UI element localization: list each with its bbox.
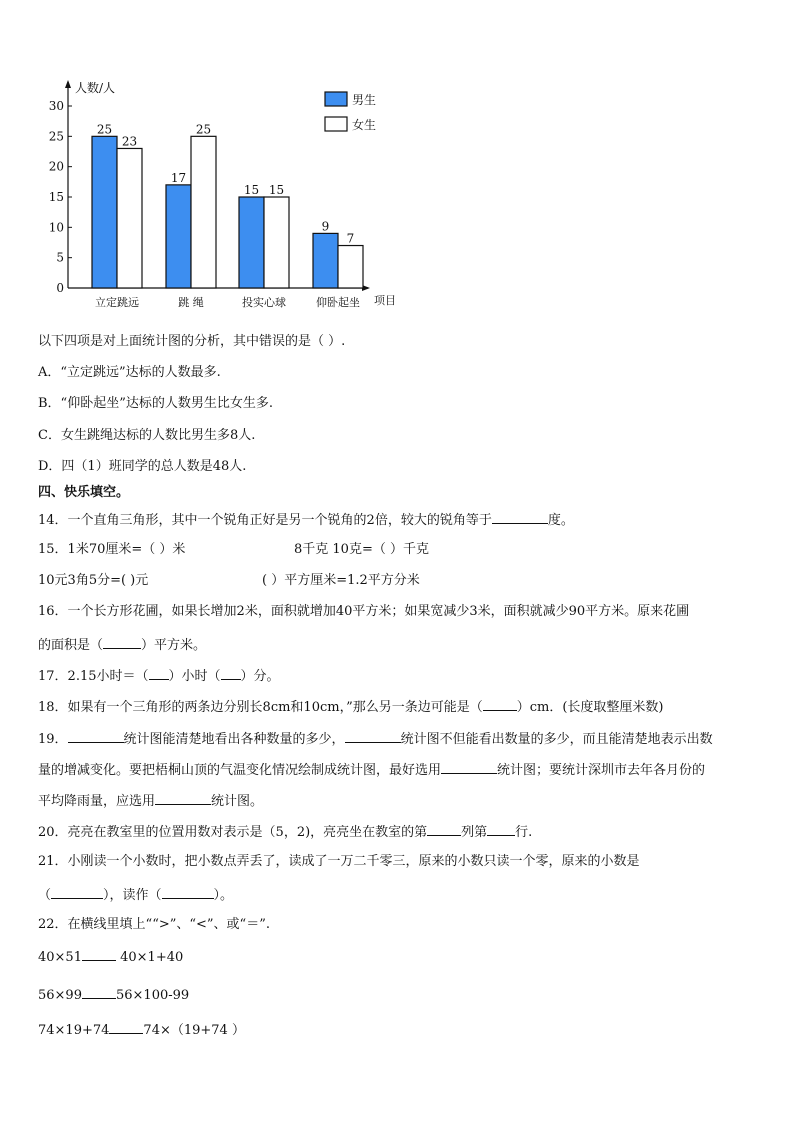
bar-value-label: 17 bbox=[170, 170, 187, 185]
q19-t6: 统计图。 bbox=[211, 794, 264, 809]
question-stem: 以下四项是对上面统计图的分析，其中错误的是（ ）. bbox=[38, 334, 346, 349]
q17-blank-2[interactable] bbox=[221, 666, 241, 680]
legend-swatch bbox=[325, 117, 347, 131]
question-19-line1 bbox=[38, 729, 713, 749]
q22-right: 40×1+40 bbox=[120, 950, 184, 965]
bar bbox=[338, 246, 363, 288]
q19-t1: 统计图能清楚地看出各种数量的多少， bbox=[123, 732, 345, 747]
q20-blank-2[interactable] bbox=[487, 822, 515, 836]
question-15-row1 bbox=[38, 541, 185, 559]
question-19-line3 bbox=[38, 791, 263, 811]
q18-end: ）cm．(长度取整厘米数) bbox=[516, 700, 664, 715]
q19-blank-4[interactable] bbox=[155, 791, 211, 805]
q22-blank[interactable] bbox=[109, 1020, 143, 1034]
question-16-line2 bbox=[38, 635, 206, 655]
q17-text: 17．2.15小时＝（ bbox=[38, 669, 149, 684]
question-20 bbox=[38, 822, 532, 842]
q22-blank[interactable] bbox=[82, 985, 116, 999]
bar-value-label: 25 bbox=[195, 122, 212, 137]
q22-left: 74×19+74 bbox=[38, 1023, 110, 1038]
option-a: A．“立定跳远”达标的人数最多. bbox=[38, 365, 221, 380]
x-axis-label: 项目 bbox=[374, 294, 396, 307]
y-axis-label: 人数/人 bbox=[75, 81, 116, 95]
q19-t2: 统计图不但能看出数量的多少，而且能清楚地表示出数 bbox=[400, 732, 713, 747]
q20-end: 行. bbox=[515, 825, 533, 840]
question-19-line2 bbox=[38, 760, 705, 780]
bar-value-label: 15 bbox=[268, 183, 285, 197]
q17-blank-1[interactable] bbox=[149, 666, 169, 680]
section-title: 四、快乐填空。 bbox=[38, 485, 130, 500]
q19-t3: 量的增减变化。要把梧桐山顶的气温变化情况绘制成统计图，最好选用 bbox=[38, 763, 442, 778]
y-tick-label: 0 bbox=[56, 281, 64, 295]
q19-blank-2[interactable] bbox=[345, 729, 401, 743]
category-label: 投实心球 bbox=[242, 296, 286, 309]
legend-swatch bbox=[325, 92, 347, 106]
q14-unit: 度。 bbox=[547, 513, 574, 528]
bar-value-label: 9 bbox=[321, 219, 330, 234]
q15-item3: 10元3角5分=( )元 bbox=[38, 573, 149, 588]
y-tick-label: 30 bbox=[48, 99, 64, 113]
option-d: D．四（1）班同学的总人数是48人. bbox=[38, 459, 247, 474]
q18-blank[interactable] bbox=[483, 697, 517, 711]
category-label: 立定跳远 bbox=[95, 296, 139, 309]
category-label: 跳 绳 bbox=[178, 296, 204, 309]
y-tick-label: 10 bbox=[48, 220, 64, 235]
bar-value-label: 25 bbox=[96, 122, 113, 137]
q15-item2: 8千克 10克=（ ）千克 bbox=[294, 542, 429, 557]
question-15-row2 bbox=[38, 572, 148, 590]
bar bbox=[117, 148, 142, 288]
q22-right: 56×100-99 bbox=[115, 988, 190, 1003]
question-18 bbox=[38, 697, 663, 717]
bar bbox=[264, 197, 289, 288]
q22-item-3 bbox=[38, 1020, 245, 1040]
question-21-line2 bbox=[38, 885, 233, 905]
legend-label: 男生 bbox=[352, 93, 377, 107]
q20-mid: 列第 bbox=[461, 825, 488, 840]
y-tick-label: 15 bbox=[48, 190, 64, 204]
y-tick-label: 5 bbox=[56, 250, 64, 265]
y-tick-label: 20 bbox=[48, 159, 64, 174]
q18-text: 18．如果有一个三角形的两条边分别长8cm和10cm，”那么另一条边可能是（ bbox=[38, 700, 483, 715]
q15-item4: ( ）平方厘米=1.2平方分米 bbox=[262, 573, 420, 588]
question-22-stem: 22．在横线里填上““>”、“<”、或“＝”. bbox=[38, 917, 270, 932]
chart-bars bbox=[92, 122, 363, 309]
chart-legend bbox=[325, 92, 376, 132]
bar bbox=[313, 233, 338, 288]
q22-item-2 bbox=[38, 985, 189, 1005]
q21-open: （ bbox=[38, 888, 52, 903]
question-15-row1b bbox=[294, 541, 429, 559]
q21-end: ）。 bbox=[213, 888, 234, 903]
bar-value-label: 7 bbox=[346, 231, 355, 246]
q19-blank-3[interactable] bbox=[441, 760, 497, 774]
bar bbox=[92, 136, 117, 288]
q22-item-1 bbox=[38, 947, 183, 967]
q17-mid: ）小时（ bbox=[168, 669, 221, 684]
q19-num: 19． bbox=[38, 732, 68, 747]
bar-value-label: 15 bbox=[243, 183, 260, 197]
q21-mid: ），读作（ bbox=[103, 888, 162, 903]
q19-t5: 平均降雨量，应选用 bbox=[38, 794, 156, 809]
option-b: B．“仰卧起坐”达标的人数男生比女生多. bbox=[38, 396, 273, 411]
question-16-line1: 16．一个长方形花圃，如果长增加2米，面积就增加40平方米；如果宽减少3米，面积就减少90平方米。原来花圃 bbox=[38, 604, 690, 619]
q20-text: 20．亮亮在教室里的位置用数对表示是（5，2)，亮亮坐在教室的第 bbox=[38, 825, 428, 840]
q22-left: 40×51 bbox=[38, 950, 82, 965]
question-14 bbox=[38, 510, 574, 530]
q19-t4: 统计图；要统计深圳市去年各月份的 bbox=[497, 763, 706, 778]
q20-blank-1[interactable] bbox=[427, 822, 461, 836]
bar-value-label: 23 bbox=[121, 134, 138, 149]
q22-right: 74×（19+74 ） bbox=[143, 1023, 245, 1038]
q21-blank-1[interactable] bbox=[51, 885, 103, 899]
bar bbox=[166, 185, 191, 288]
bar bbox=[239, 197, 264, 288]
q16-blank[interactable] bbox=[103, 635, 141, 649]
q22-blank[interactable] bbox=[82, 947, 116, 961]
q21-blank-2[interactable] bbox=[162, 885, 214, 899]
question-15-row2b bbox=[262, 572, 420, 590]
question-21-line1: 21．小刚读一个小数时，把小数点弄丢了，读成了一万二千零三，原来的小数只读一个零，原来的小数是 bbox=[38, 854, 640, 869]
category-label: 仰卧起坐 bbox=[316, 296, 360, 309]
legend-label: 女生 bbox=[352, 118, 377, 132]
q22-left: 56×99 bbox=[38, 988, 82, 1003]
question-17 bbox=[38, 666, 280, 686]
option-c: C．女生跳绳达标的人数比男生多8人. bbox=[38, 428, 256, 443]
q19-blank-1[interactable] bbox=[68, 729, 124, 743]
q16-text: 的面积是（ bbox=[38, 638, 104, 653]
bar-chart bbox=[30, 70, 430, 320]
q14-blank[interactable] bbox=[492, 510, 548, 524]
bar bbox=[191, 136, 216, 288]
y-axis-arrow bbox=[65, 80, 71, 88]
q14-text: 14．一个直角三角形，其中一个锐角正好是另一个锐角的2倍，较大的锐角等于 bbox=[38, 513, 492, 528]
q15-item1: 15．1米70厘米=（ ）米 bbox=[38, 542, 186, 557]
y-tick-label: 25 bbox=[48, 129, 64, 144]
q16-unit: ）平方米。 bbox=[141, 638, 207, 653]
q17-end: ）分。 bbox=[240, 669, 280, 684]
